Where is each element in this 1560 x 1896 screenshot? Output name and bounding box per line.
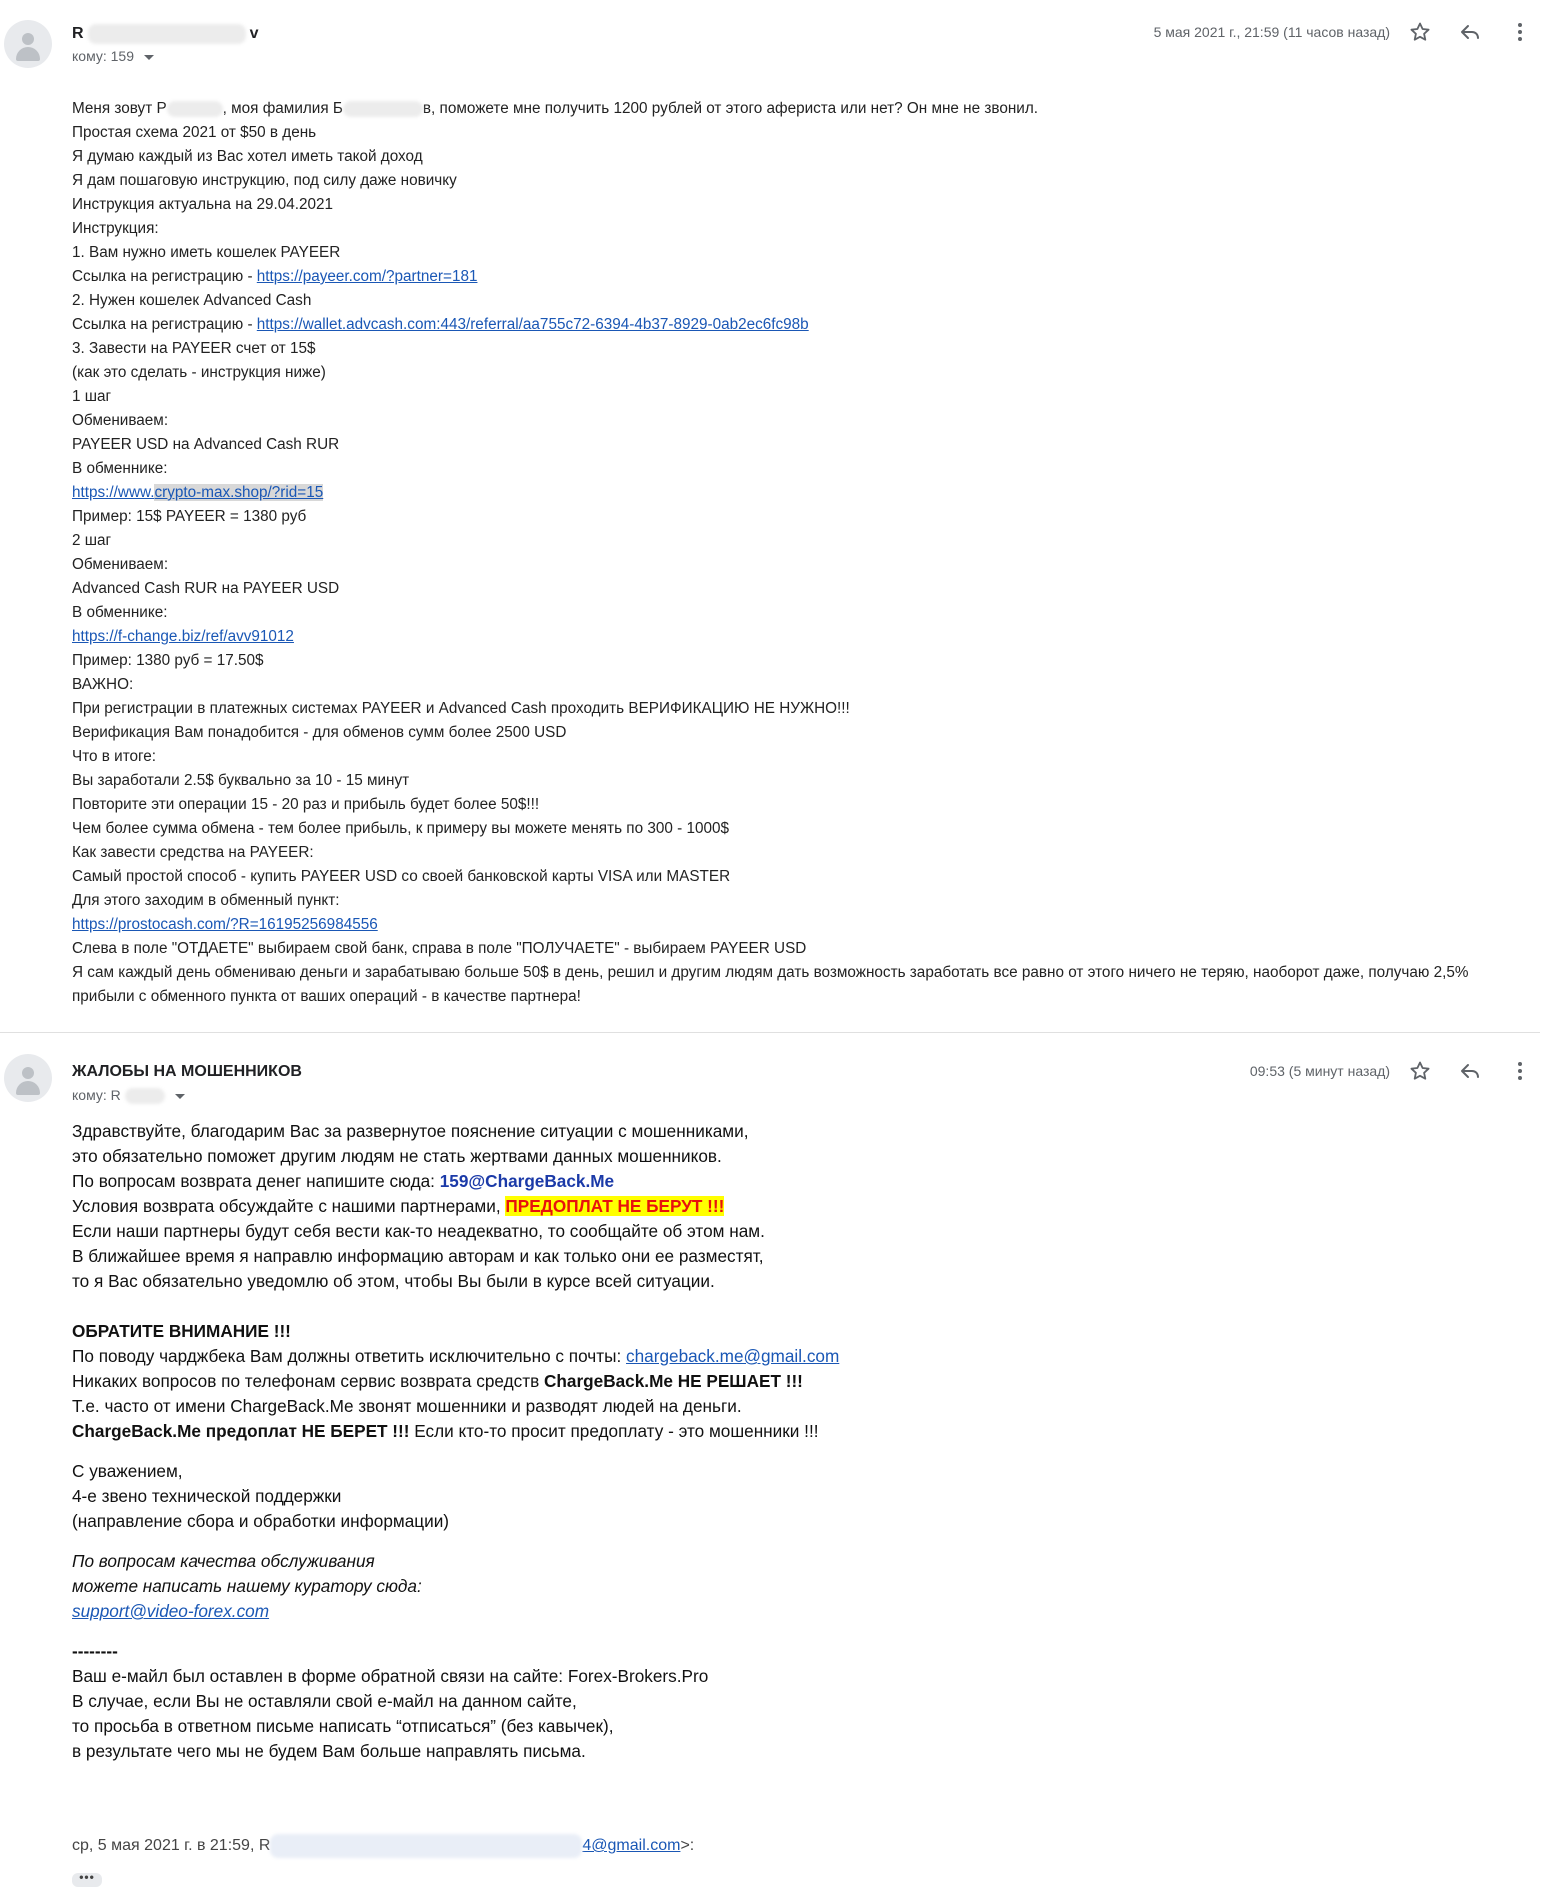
body-line: Вы заработали 2.5$ буквально за 10 - 15 минут xyxy=(72,772,410,789)
body-line: (направление сбора и обработки информации) xyxy=(72,1511,450,1531)
body-line: С уважением, xyxy=(72,1461,183,1481)
prostocash-link[interactable]: https://prostocash.com/?R=16195256984556 xyxy=(72,916,378,933)
body-line: Условия возврата обсуждайте с нашими партнерами, ПРЕДОПЛАТ НЕ БЕРУТ !!! xyxy=(72,1196,725,1216)
body-line: то я Вас обязательно уведомлю об этом, чтобы Вы были в курсе всей ситуации. xyxy=(72,1271,715,1291)
separator-line: -------- xyxy=(72,1641,118,1661)
body-line: Для этого заходим в обменный пункт: xyxy=(72,892,340,909)
body-line: Я думаю каждый из Вас хотел иметь такой доход xyxy=(72,148,423,165)
body-line: ВАЖНО: xyxy=(72,676,134,693)
recipient-line[interactable]: кому: 159 xyxy=(72,48,154,64)
email-message-2 xyxy=(0,1035,1560,1896)
redacted-recipient xyxy=(125,1088,165,1104)
show-trimmed-content-button[interactable]: ••• xyxy=(72,1873,102,1887)
redacted-email xyxy=(270,1834,582,1858)
body-line: Что в итоге: xyxy=(72,748,157,765)
body-line: (как это сделать - инструкция ниже) xyxy=(72,364,326,381)
body-line: Слева в поле "ОТДАЕТЕ" выбираем свой банк, справа в поле "ПОЛУЧАЕТЕ" - выбираем PAYEER USD xyxy=(72,940,807,957)
body-line: Меня зовут Р , моя фамилия Б в, поможете мне получить 1200 рублей от этого афериста или нет? Он мне не звонил. xyxy=(72,100,1039,117)
body-line: Ссылка на регистрацию - https://payeer.com/?partner=181 xyxy=(72,268,478,285)
chevron-down-icon[interactable] xyxy=(144,55,154,60)
body-line: При регистрации в платежных системах PAYEER и Advanced Cash проходить ВЕРИФИКАЦИЮ НЕ НУЖНО!!! xyxy=(72,700,850,717)
message-body xyxy=(72,1119,1072,1764)
attention-heading: ОБРАТИТЕ ВНИМАНИЕ !!! xyxy=(72,1321,291,1341)
quote-header: ср, 5 мая 2021 г. в 21:59, R 4@gmail.com>: xyxy=(72,1834,694,1858)
reply-icon[interactable] xyxy=(1455,1056,1485,1086)
body-line: в результате чего мы не будем Вам больше направлять письма. xyxy=(72,1741,586,1761)
support-email-link[interactable]: support@video-forex.com xyxy=(72,1601,270,1621)
sender-avatar[interactable] xyxy=(4,1054,52,1102)
sender-name[interactable]: R v xyxy=(72,25,259,43)
body-line: По поводу чарджбека Вам должны ответить исключительно с почты: chargeback.me@gmail.com xyxy=(72,1346,840,1366)
body-line: Чем более сумма обмена - тем более прибыль, к примеру вы можете менять по 300 - 1000$ xyxy=(72,820,729,837)
star-icon[interactable] xyxy=(1405,17,1435,47)
body-line: это обязательно поможет другим людям не стать жертвами данных мошенников. xyxy=(72,1146,722,1166)
body-line: 2. Нужен кошелек Advanced Cash xyxy=(72,292,312,309)
redacted-name xyxy=(88,24,246,44)
body-line xyxy=(72,481,1532,505)
body-line: Я дам пошаговую инструкцию, под силу даже новичку xyxy=(72,172,457,189)
crypto-max-link[interactable]: https://www.crypto-max.shop/?rid=15 xyxy=(72,484,324,501)
body-line: можете написать нашему куратору сюда: xyxy=(72,1576,422,1596)
body-line: PAYEER USD на Advanced Cash RUR xyxy=(72,436,340,453)
message-divider xyxy=(0,1032,1540,1033)
message-date: 09:53 (5 минут назад) xyxy=(1249,1063,1390,1079)
advcash-link[interactable]: https://wallet.advcash.com:443/referral/aa755c72-6394-4b37-8929-0ab2ec6fc98b xyxy=(256,316,809,333)
body-line: Никаких вопросов по телефонам сервис возврата средств ChargeBack.Me НЕ РЕШАЕТ !!! xyxy=(72,1371,803,1391)
body-line: Как завести средства на PAYEER: xyxy=(72,844,314,861)
more-options-icon[interactable] xyxy=(1505,1056,1535,1086)
body-line: Я сам каждый день обмениваю деньги и зарабатываю больше 50$ в день, решил и другим людям дать возможность заработать все равно от этого ничего не теряю, наоборот даже, получаю 2,5% прибыли с обменного пункта от ваших операций - в качестве партнера! xyxy=(72,964,1469,1005)
more-options-icon[interactable] xyxy=(1505,17,1535,47)
body-line: По вопросам качества обслуживания xyxy=(72,1551,375,1571)
body-line: Самый простой способ - купить PAYEER USD со своей банковской карты VISA или MASTER xyxy=(72,868,731,885)
f-change-link[interactable]: https://f-change.biz/ref/avv91012 xyxy=(72,628,294,645)
body-line: Т.е. часто от имени ChargeBack.Me звонят мошенники и разводят людей на деньги. xyxy=(72,1396,742,1416)
body-line: В обменнике: xyxy=(72,460,168,477)
body-line: Инструкция актуальна на 29.04.2021 xyxy=(72,196,334,213)
sender-name[interactable]: ЖАЛОБЫ НА МОШЕННИКОВ xyxy=(72,1063,302,1080)
message-body xyxy=(72,97,1532,1009)
body-line: Обмениваем: xyxy=(72,412,169,429)
body-line: Ваш е-майл был оставлен в форме обратной связи на сайте: Forex-Brokers.Pro xyxy=(72,1666,709,1686)
body-line: Advanced Cash RUR на PAYEER USD xyxy=(72,580,340,597)
body-line: Пример: 15$ PAYEER = 1380 руб xyxy=(72,508,307,525)
redacted-name xyxy=(167,101,223,117)
star-icon[interactable] xyxy=(1405,1056,1435,1086)
body-line: В обменнике: xyxy=(72,604,168,621)
quoted-email-link[interactable]: 4@gmail.com xyxy=(582,1837,681,1855)
body-line: Здравствуйте, благодарим Вас за развернутое пояснение ситуации с мошенниками, xyxy=(72,1121,749,1141)
recipient-line[interactable]: кому: R xyxy=(72,1087,185,1104)
body-line: Простая схема 2021 от $50 в день xyxy=(72,124,317,141)
body-line: 1 шаг xyxy=(72,388,112,405)
body-line: В ближайшее время я направлю информацию авторам и как только они ее разместят, xyxy=(72,1246,764,1266)
body-line: В случае, если Вы не оставляли свой е-майл на данном сайте, xyxy=(72,1691,577,1711)
payeer-link[interactable]: https://payeer.com/?partner=181 xyxy=(256,268,478,285)
body-line: Верификация Вам понадобится - для обменов сумм более 2500 USD xyxy=(72,724,567,741)
body-line: Обмениваем: xyxy=(72,556,169,573)
warning-highlight: ПРЕДОПЛАТ НЕ БЕРУТ !!! xyxy=(505,1196,725,1216)
body-line: 4-е звено технической поддержки xyxy=(72,1486,342,1506)
body-line: Инструкция: xyxy=(72,220,159,237)
chevron-down-icon[interactable] xyxy=(175,1094,185,1099)
body-line: 3. Завести на PAYEER счет от 15$ xyxy=(72,340,316,357)
body-line: 1. Вам нужно иметь кошелек PAYEER xyxy=(72,244,341,261)
reply-icon[interactable] xyxy=(1455,17,1485,47)
body-line xyxy=(72,1599,1072,1624)
chargeback-address: 159@ChargeBack.Me xyxy=(439,1171,615,1191)
redacted-surname xyxy=(343,101,423,117)
body-line: Если наши партнеры будут себя вести как-то неадекватно, то сообщайте об этом нам. xyxy=(72,1221,765,1241)
body-line: ChargeBack.Me предоплат НЕ БЕРЕТ !!! Если кто-то просит предоплату - это мошенники !!! xyxy=(72,1421,819,1441)
body-line xyxy=(72,625,1532,649)
body-line: 2 шаг xyxy=(72,532,112,549)
body-line xyxy=(72,913,1532,937)
body-line: то просьба в ответном письме написать “отписаться” (без кавычек), xyxy=(72,1716,614,1736)
body-line: По вопросам возврата денег напишите сюда: 159@ChargeBack.Me xyxy=(72,1171,615,1191)
chargeback-email-link[interactable]: chargeback.me@gmail.com xyxy=(626,1346,840,1366)
message-date: 5 мая 2021 г., 21:59 (11 часов назад) xyxy=(1153,24,1390,40)
body-line: Повторите эти операции 15 - 20 раз и прибыль будет более 50$!!! xyxy=(72,796,540,813)
sender-avatar[interactable] xyxy=(4,20,52,68)
body-line: Ссылка на регистрацию - https://wallet.advcash.com:443/referral/aa755c72-6394-4b37-8929-0ab2ec6fc98b xyxy=(72,316,809,333)
body-line: Пример: 1380 руб = 17.50$ xyxy=(72,652,264,669)
